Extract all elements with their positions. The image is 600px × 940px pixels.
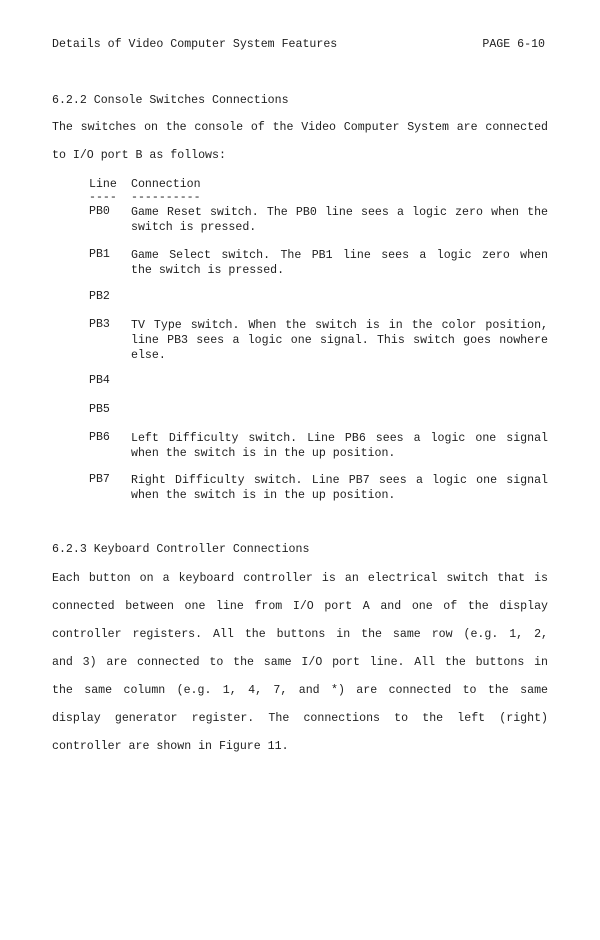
row-description-line: Left Difficulty switch. Line PB6 sees a logic one signal (131, 432, 548, 445)
row-line-id: PB7 (89, 473, 110, 486)
row-line-id: PB0 (89, 205, 110, 218)
row-description-line: switch is pressed. (131, 221, 257, 234)
paragraph-line: the same column (e.g. 1, 4, 7, and *) are connected to the same (52, 684, 548, 697)
row-description-line: Game Reset switch. The PB0 line sees a logic zero when the (131, 206, 548, 219)
row-description-line: when the switch is in the up position. (131, 489, 396, 502)
row-description-line: when the switch is in the up position. (131, 447, 396, 460)
column-rule-line: ---- (89, 191, 117, 204)
paragraph-line: controller are shown in Figure 11. (52, 740, 289, 753)
column-rule-connection: ---------- (131, 191, 201, 204)
row-line-id: PB5 (89, 403, 110, 416)
row-description (131, 205, 548, 235)
row-description-line: TV Type switch. When the switch is in the color position, (131, 319, 548, 332)
keyboard-controller-paragraph (52, 571, 548, 767)
column-header-connection: Connection (131, 178, 201, 191)
row-description-line: Right Difficulty switch. Line PB7 sees a logic one signal (131, 474, 548, 487)
row-line-id: PB2 (89, 290, 110, 303)
paragraph-line: Each button on a keyboard controller is an electrical switch that is (52, 572, 548, 585)
row-description-line: the switch is pressed. (131, 264, 285, 277)
row-description (131, 318, 548, 363)
section-heading-keyboard-controller: 6.2.3 Keyboard Controller Connections (52, 543, 310, 556)
row-description-line: else. (131, 349, 166, 362)
page-number: PAGE 6-10 (482, 38, 545, 51)
intro-line: to I/O port B as follows: (52, 149, 226, 162)
paragraph-line: and 3) are connected to the same I/O port line. All the buttons in (52, 656, 548, 669)
paragraph-line: controller registers. All the buttons in the same row (e.g. 1, 2, (52, 628, 548, 641)
row-line-id: PB1 (89, 248, 110, 261)
row-line-id: PB4 (89, 374, 110, 387)
row-description-line: Game Select switch. The PB1 line sees a logic zero when (131, 249, 548, 262)
column-header-line: Line (89, 178, 117, 191)
row-line-id: PB6 (89, 431, 110, 444)
section-heading-console-switches: 6.2.2 Console Switches Connections (52, 94, 289, 107)
row-description (131, 431, 548, 461)
row-line-id: PB3 (89, 318, 110, 331)
row-description (131, 473, 548, 503)
row-description (131, 248, 548, 278)
console-switches-intro (52, 120, 548, 176)
row-description-line: line PB3 sees a logic one signal. This switch goes nowhere (131, 334, 548, 347)
running-header-title: Details of Video Computer System Features (52, 38, 338, 51)
paragraph-line: display generator register. The connections to the left (right) (52, 712, 548, 725)
paragraph-line: connected between one line from I/O port A and one of the display (52, 600, 548, 613)
intro-line: The switches on the console of the Video Computer System are connected (52, 121, 548, 134)
